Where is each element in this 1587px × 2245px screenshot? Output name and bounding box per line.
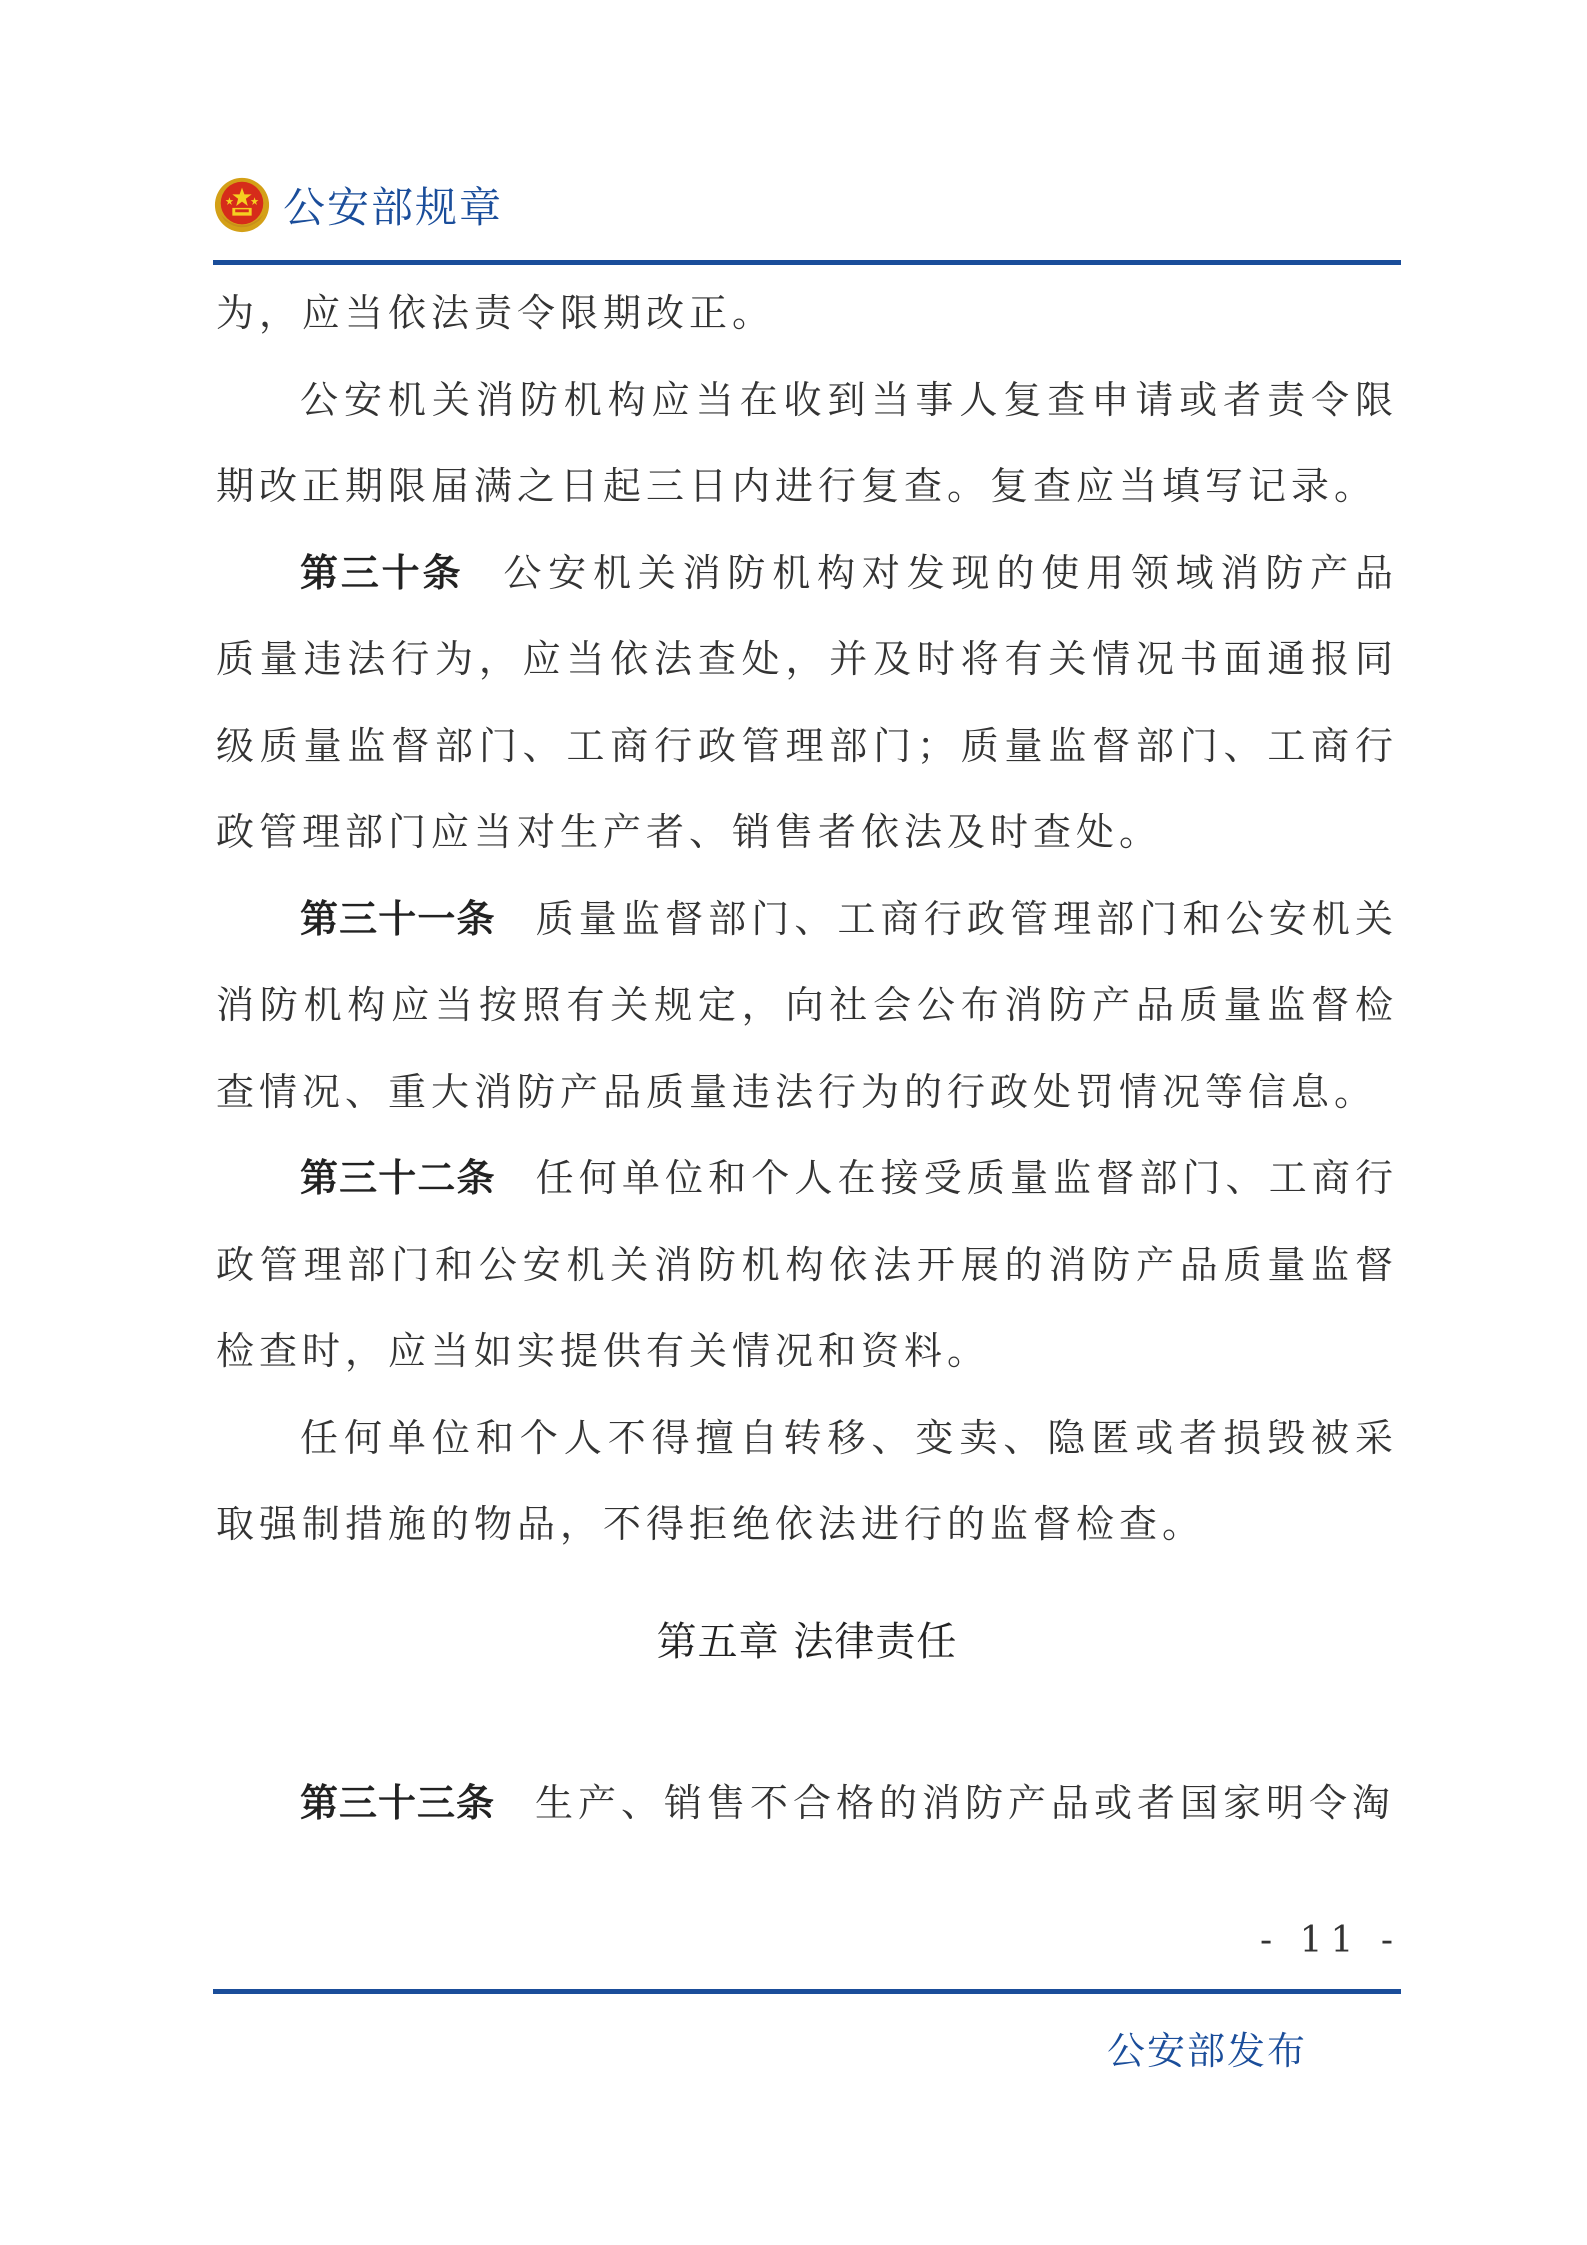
chapter-heading: 第五章 法律责任: [656, 1619, 958, 1665]
header-divider: [213, 260, 1401, 265]
paragraph: [216, 1395, 1398, 1568]
article-number: 第三十二条: [300, 1156, 496, 1200]
paragraph: [216, 357, 1398, 530]
article-paragraph: [216, 876, 1398, 1136]
article-number: 第三十三条: [300, 1781, 496, 1825]
paragraph-text: 生产、销售不合格的消防产品或者国家明令淘: [535, 1781, 1396, 1825]
paragraph-text: 任何单位和个人不得擅自转移、变卖、隐匿或者损毁被采取强制措施的物品，不得拒绝依法进行的监督检查。: [216, 1415, 1398, 1546]
paragraph-text: 为，应当依法责令限期改正。: [216, 291, 776, 335]
header-title: 公安部规章: [283, 183, 504, 232]
article-paragraph: [216, 1135, 1398, 1395]
document-body-continued: [216, 1760, 1398, 1847]
page-number: - 11 -: [1259, 1920, 1401, 1961]
paragraph-text: 质量监督部门、工商行政管理部门和公安机关消防机构应当按照有关规定，向社会公布消防产品质量监督检查情况、重大消防产品质量违法行为的行政处罚情况等信息。: [216, 896, 1398, 1114]
paragraph-text: 公安机关消防机构对发现的使用领域消防产品质量违法行为，应当依法查处，并及时将有关情况书面通报同级质量监督部门、工商行政管理部门；质量监督部门、工商行政管理部门应当对生产者、销售者依法及时查处。: [216, 550, 1398, 854]
paragraph-text: 公安机关消防机构应当在收到当事人复查申请或者责令限期改正期限届满之日起三日内进行复查。复查应当填写记录。: [216, 377, 1398, 508]
footer-divider: [213, 1989, 1401, 1994]
paragraph: [216, 270, 1398, 357]
national-emblem-icon: [213, 176, 271, 234]
article-paragraph: [216, 1760, 1398, 1847]
article-number: 第三十条: [300, 550, 464, 595]
document-body: [216, 270, 1398, 1568]
paragraph-text: 任何单位和个人在接受质量监督部门、工商行政管理部门和公安机关消防机构依法开展的消防产品质量监督检查时，应当如实提供有关情况和资料。: [216, 1156, 1398, 1373]
page-header: [213, 170, 503, 240]
article-paragraph: [216, 530, 1398, 876]
footer-publisher: 公安部发布: [1106, 2029, 1307, 2073]
article-number: 第三十一条: [300, 896, 496, 941]
